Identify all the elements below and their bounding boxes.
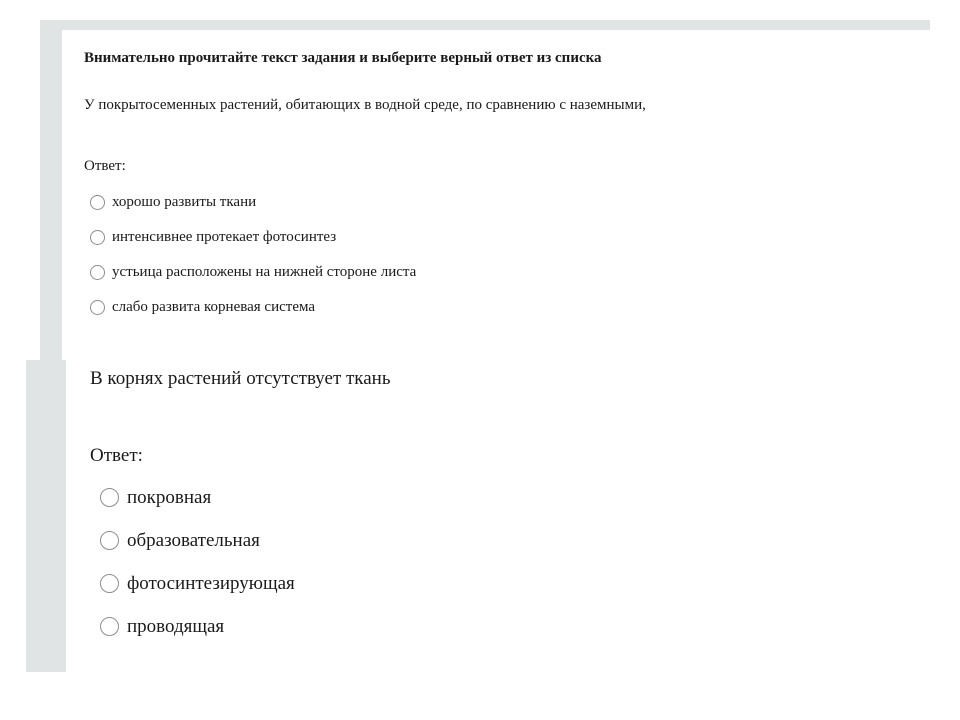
panel-2-content [66,360,930,672]
answer-option-label[interactable]: образовательная [127,530,260,551]
panel-1-left-border [40,20,62,360]
radio-button[interactable] [90,195,105,210]
answer-option[interactable] [100,530,295,573]
answer-option-label[interactable]: устьица расположены на нижней стороне листа [112,264,417,280]
answer-option[interactable] [100,616,295,659]
radio-button[interactable] [90,230,105,245]
answer-option-label[interactable]: проводящая [127,616,225,637]
task-instruction: Внимательно прочитайте текст задания и выберите верный ответ из списка [84,50,602,66]
radio-button[interactable] [100,488,119,507]
answer-option[interactable] [90,193,416,228]
answer-options [100,487,295,659]
panel-2-left-border [26,360,66,672]
answer-option-label[interactable]: слабо развита корневая система [112,299,316,315]
panel-1-top-border [40,20,930,30]
answer-option[interactable] [90,298,416,333]
panel-1-content [62,30,928,360]
answer-option-label[interactable]: интенсивнее протекает фотосинтез [112,229,337,245]
answer-option-label[interactable]: покровная [127,487,212,508]
radio-button[interactable] [90,300,105,315]
answer-options [90,193,416,333]
answer-option-label[interactable]: хорошо развиты ткани [112,194,257,210]
answer-label: Ответ: [90,445,143,466]
answer-option[interactable] [90,263,416,298]
radio-button[interactable] [90,265,105,280]
answer-option[interactable] [90,228,416,263]
radio-button[interactable] [100,531,119,550]
answer-option[interactable] [100,573,295,616]
radio-button[interactable] [100,617,119,636]
radio-button[interactable] [100,574,119,593]
answer-option-label[interactable]: фотосинтезирующая [127,573,295,594]
question-text: В корнях растений отсутствует ткань [90,368,391,389]
answer-option[interactable] [100,487,295,530]
answer-label: Ответ: [84,158,126,174]
question-text: У покрытосеменных растений, обитающих в водной среде, по сравнению с наземными, [84,97,646,113]
